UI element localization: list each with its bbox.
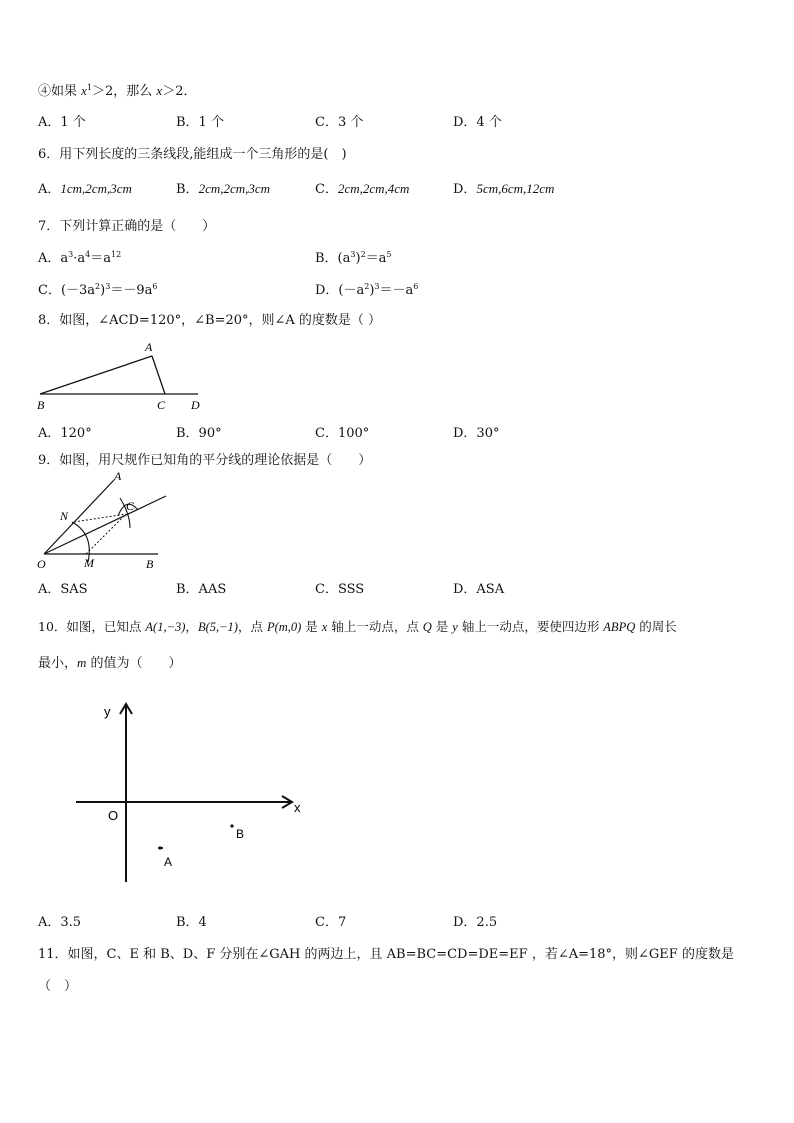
item4-statement: ④如果 $x^1>2$，那么 x＞2．	[38, 83, 197, 99]
q7-stem: 7．下列计算正确的是（ ）	[38, 219, 216, 234]
q9-option-c[interactable]: C．SSS	[315, 582, 365, 597]
q10-option-a[interactable]: A．3.5	[38, 915, 82, 930]
q8-line-ac	[152, 356, 165, 394]
q10-label-y: y	[104, 704, 111, 719]
q8-label-a: A	[145, 340, 153, 354]
q8-triangle-figure	[34, 338, 214, 414]
q8-label-c: C	[157, 398, 166, 412]
q5-option-b[interactable]: B．1 个	[176, 115, 224, 130]
q7-option-d[interactable]: D．$(-a^2)^3=-a^6$	[315, 282, 419, 298]
q9-option-a[interactable]: A．SAS	[38, 582, 88, 597]
q6-stem: 6．用下列长度的三条线段,能组成一个三角形的是( )	[38, 147, 347, 162]
q7-option-b[interactable]: B．$(a^3)^2=a^5$	[315, 250, 392, 266]
q5-option-a[interactable]: A．1 个	[38, 115, 86, 130]
q10-option-d[interactable]: D．2.5	[453, 915, 498, 930]
q6-option-c[interactable]: C．2cm,2cm,4cm	[315, 181, 410, 197]
q8-label-b: B	[37, 398, 45, 412]
q10-option-b[interactable]: B．4	[176, 915, 207, 930]
q9-angle-bisector-figure	[34, 468, 174, 574]
q8-option-b[interactable]: B．90°	[176, 426, 222, 441]
q10-option-c[interactable]: C．7	[315, 915, 347, 930]
q10-stem-line2: 最小，m 的值为（ ）	[38, 655, 182, 671]
q9-label-a: A	[114, 469, 122, 483]
q10-stem-line1: 10．如图，已知点 A(1,−3)，B(5,−1)，点 P(m,0) 是 x 轴上一动点，点 Q 是 y 轴上一动点，要使四边形 ABPQ 的周长	[38, 619, 677, 634]
q10-label-origin: O	[108, 808, 119, 823]
q9-label-o: O	[37, 557, 46, 571]
q6-option-d[interactable]: D．5cm,6cm,12cm	[453, 181, 555, 197]
q6-option-b[interactable]: B．2cm,2cm,3cm	[176, 181, 271, 197]
q5-option-c[interactable]: C．3 个	[315, 115, 364, 130]
q9-label-c: C	[126, 499, 135, 513]
q8-stem: 8．如图，∠ACD=120°，∠B=20°，则∠A 的度数是（ ）	[38, 313, 382, 328]
q10-label-b: B	[236, 827, 245, 841]
q8-label-d: D	[191, 398, 200, 412]
q10-label-a: A	[164, 855, 173, 869]
q8-option-a[interactable]: A．120°	[38, 426, 92, 441]
q5-option-d[interactable]: D．4 个	[453, 115, 502, 130]
q11-answer-paren: （ ）	[38, 979, 78, 994]
q9-label-m: M	[84, 556, 94, 570]
q8-line-ba	[40, 356, 152, 394]
q7-option-c[interactable]: C．$(-3a^2)^3=-9a^6$	[38, 282, 158, 298]
q8-option-c[interactable]: C．100°	[315, 426, 370, 441]
q9-dash-nc	[74, 514, 126, 522]
q10-coordinate-figure	[70, 698, 320, 888]
q10-label-x: x	[294, 800, 301, 815]
q7-option-a[interactable]: A．$a^3\cdot a^4=a^{12}$	[38, 250, 122, 266]
q9-label-n: N	[60, 509, 69, 523]
q11-stem: 11．如图，C、E 和 B、D、F 分别在∠GAH 的两边上，且 AB=BC=CD=DE=EF ，若∠A=18°，则∠GEF 的度数是	[38, 947, 734, 962]
q8-option-d[interactable]: D．30°	[453, 426, 500, 441]
q9-label-b: B	[146, 557, 154, 571]
q10-point-b	[230, 824, 233, 827]
q9-option-b[interactable]: B．AAS	[176, 582, 227, 597]
q9-option-d[interactable]: D．ASA	[453, 582, 505, 597]
q6-option-a[interactable]: A．1cm,2cm,3cm	[38, 181, 132, 197]
q9-ray-oc	[44, 496, 166, 554]
q9-dash-mc	[86, 514, 126, 554]
q9-stem: 9．如图，用尺规作已知角的平分线的理论依据是（ ）	[38, 453, 372, 468]
